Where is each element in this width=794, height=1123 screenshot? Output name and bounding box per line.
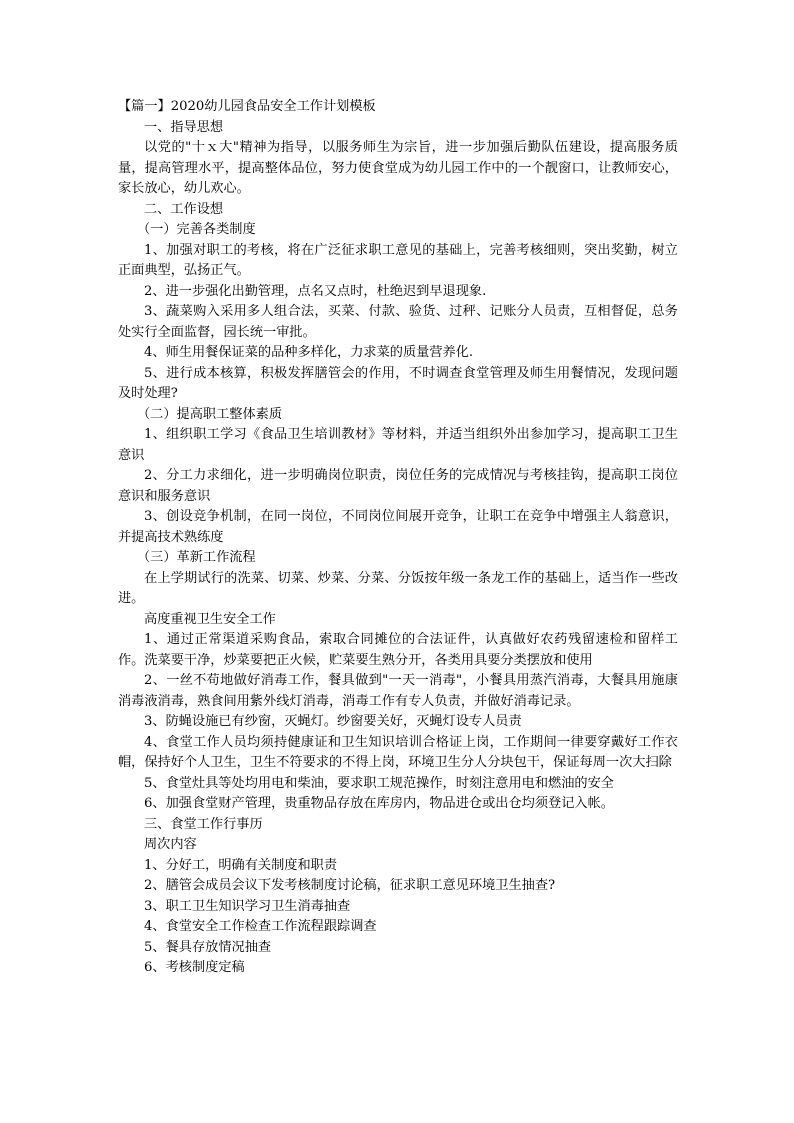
list-item: 4、食堂安全工作检查工作流程跟踪调查 [144, 919, 377, 934]
subsection-heading-systems: （一）完善各类制度 [137, 222, 256, 237]
subsection-heading-hygiene-safety: 高度重视卫生安全工作 [144, 611, 276, 627]
list-item: 6、考核制度定稿 [144, 960, 245, 975]
subsection-heading-workflow: （三）革新工作流程 [137, 550, 256, 565]
list-item: 4、师生用餐保证菜的品种多样化，力求菜的质量营养化. [144, 345, 474, 360]
list-item: 2、分工力求细化，进一步明确岗位职责，岗位任务的完成情况与考核挂钩，提高职工岗位意识和服务意识 [118, 468, 678, 504]
list-item: 5、餐具存放情况抽查 [144, 939, 272, 955]
list-item: 3、创设竞争机制，在同一岗位，不同岗位间展开竞争，让职工在竞争中增强主人翁意识，并提高技术熟练度 [118, 509, 678, 545]
paragraph-workflow: 在上学期试行的洗菜、切菜、炒菜、分菜、分饭按年级一条龙工作的基础上，适当作一些改进。 [118, 570, 678, 606]
list-item: 6、加强食堂财产管理，贵重物品存放在库房内，物品进仓或出仓均须登记入帐。 [144, 796, 614, 811]
list-item: 5、食堂灶具等处均用电和柴油，要求职工规范操作，时刻注意用电和燃油的安全 [144, 775, 614, 791]
list-item: 1、分好工，明确有关制度和职责 [144, 857, 338, 873]
subsection-heading-staff-quality: （二）提高职工整体素质 [137, 406, 283, 422]
list-item: 3、职工卫生知识学习卫生消毒抽查 [144, 898, 351, 914]
list-item: 3、蔬菜购入采用多人组合法，买菜、付款、验货、过秤、记账分人员责，互相督促，总务处实行全面监督，园长统一审批。 [118, 304, 678, 340]
list-item: 4、食堂工作人员均须持健康证和卫生知识培训合格证上岗，工作期间一律要穿戴好工作衣帽，保持好个人卫生，卫生不符要求的不得上岗，环境卫生分人分块包干，保证每周一次大扫除 [118, 734, 678, 770]
section-heading-work-plan: 二、工作设想 [144, 201, 224, 217]
list-item: 1、组织职工学习《食品卫生培训教材》等材料，并适当组织外出参加学习，提高职工卫生意识 [118, 427, 678, 463]
list-item: 5、进行成本核算，积极发挥膳管会的作用，不时调查食堂管理及师生用餐情况，发现问题及时处理? [118, 365, 678, 401]
list-item: 2、一丝不苟地做好消毒工作，餐具做到"一天一消毒"，小餐具用蒸汽消毒，大餐具用施康消毒液消毒，熟食间用紫外线灯消毒，消毒工作有专人负责，并做好消毒记录。 [118, 673, 678, 709]
list-item: 1、加强对职工的考核，将在广泛征求职工意见的基础上，完善考核细则，突出奖勤，树立正面典型，弘扬正气。 [118, 242, 678, 278]
list-item: 2、膳管会成员会议下发考核制度讨论稿，征求职工意见环境卫生抽查? [144, 878, 556, 893]
list-item: 3、防蝇设施已有纱窗，灭蝇灯。纱窗要关好，灭蝇灯设专人员责 [144, 714, 522, 729]
document-title: 【篇一】2020幼儿园食品安全工作计划模板 [118, 99, 376, 114]
document-page [118, 97, 678, 979]
section-heading-schedule: 三、食堂工作行事历 [144, 816, 263, 832]
schedule-week-label: 周次内容 [144, 837, 197, 852]
list-item: 1、通过正常渠道采购食品，索取合同摊位的合法证件，认真做好农药残留速检和留样工作。洗菜要干净，炒菜要把正火候，贮菜要生熟分开，各类用具要分类摆放和使用 [118, 632, 678, 668]
paragraph-guiding-thought: 以党的"十ｘ大"精神为指导，以服务师生为宗旨，进一步加强后勤队伍建设，提高服务质量，提高管理水平，提高整体品位，努力使食堂成为幼儿园工作中的一个靓窗口，让教师安心，家长放心，幼儿欢心。 [118, 140, 678, 196]
section-heading-guiding-thought: 一、指导思想 [144, 119, 224, 135]
list-item: 2、进一步强化出勤管理，点名又点时，杜绝迟到早退现象. [144, 283, 487, 299]
